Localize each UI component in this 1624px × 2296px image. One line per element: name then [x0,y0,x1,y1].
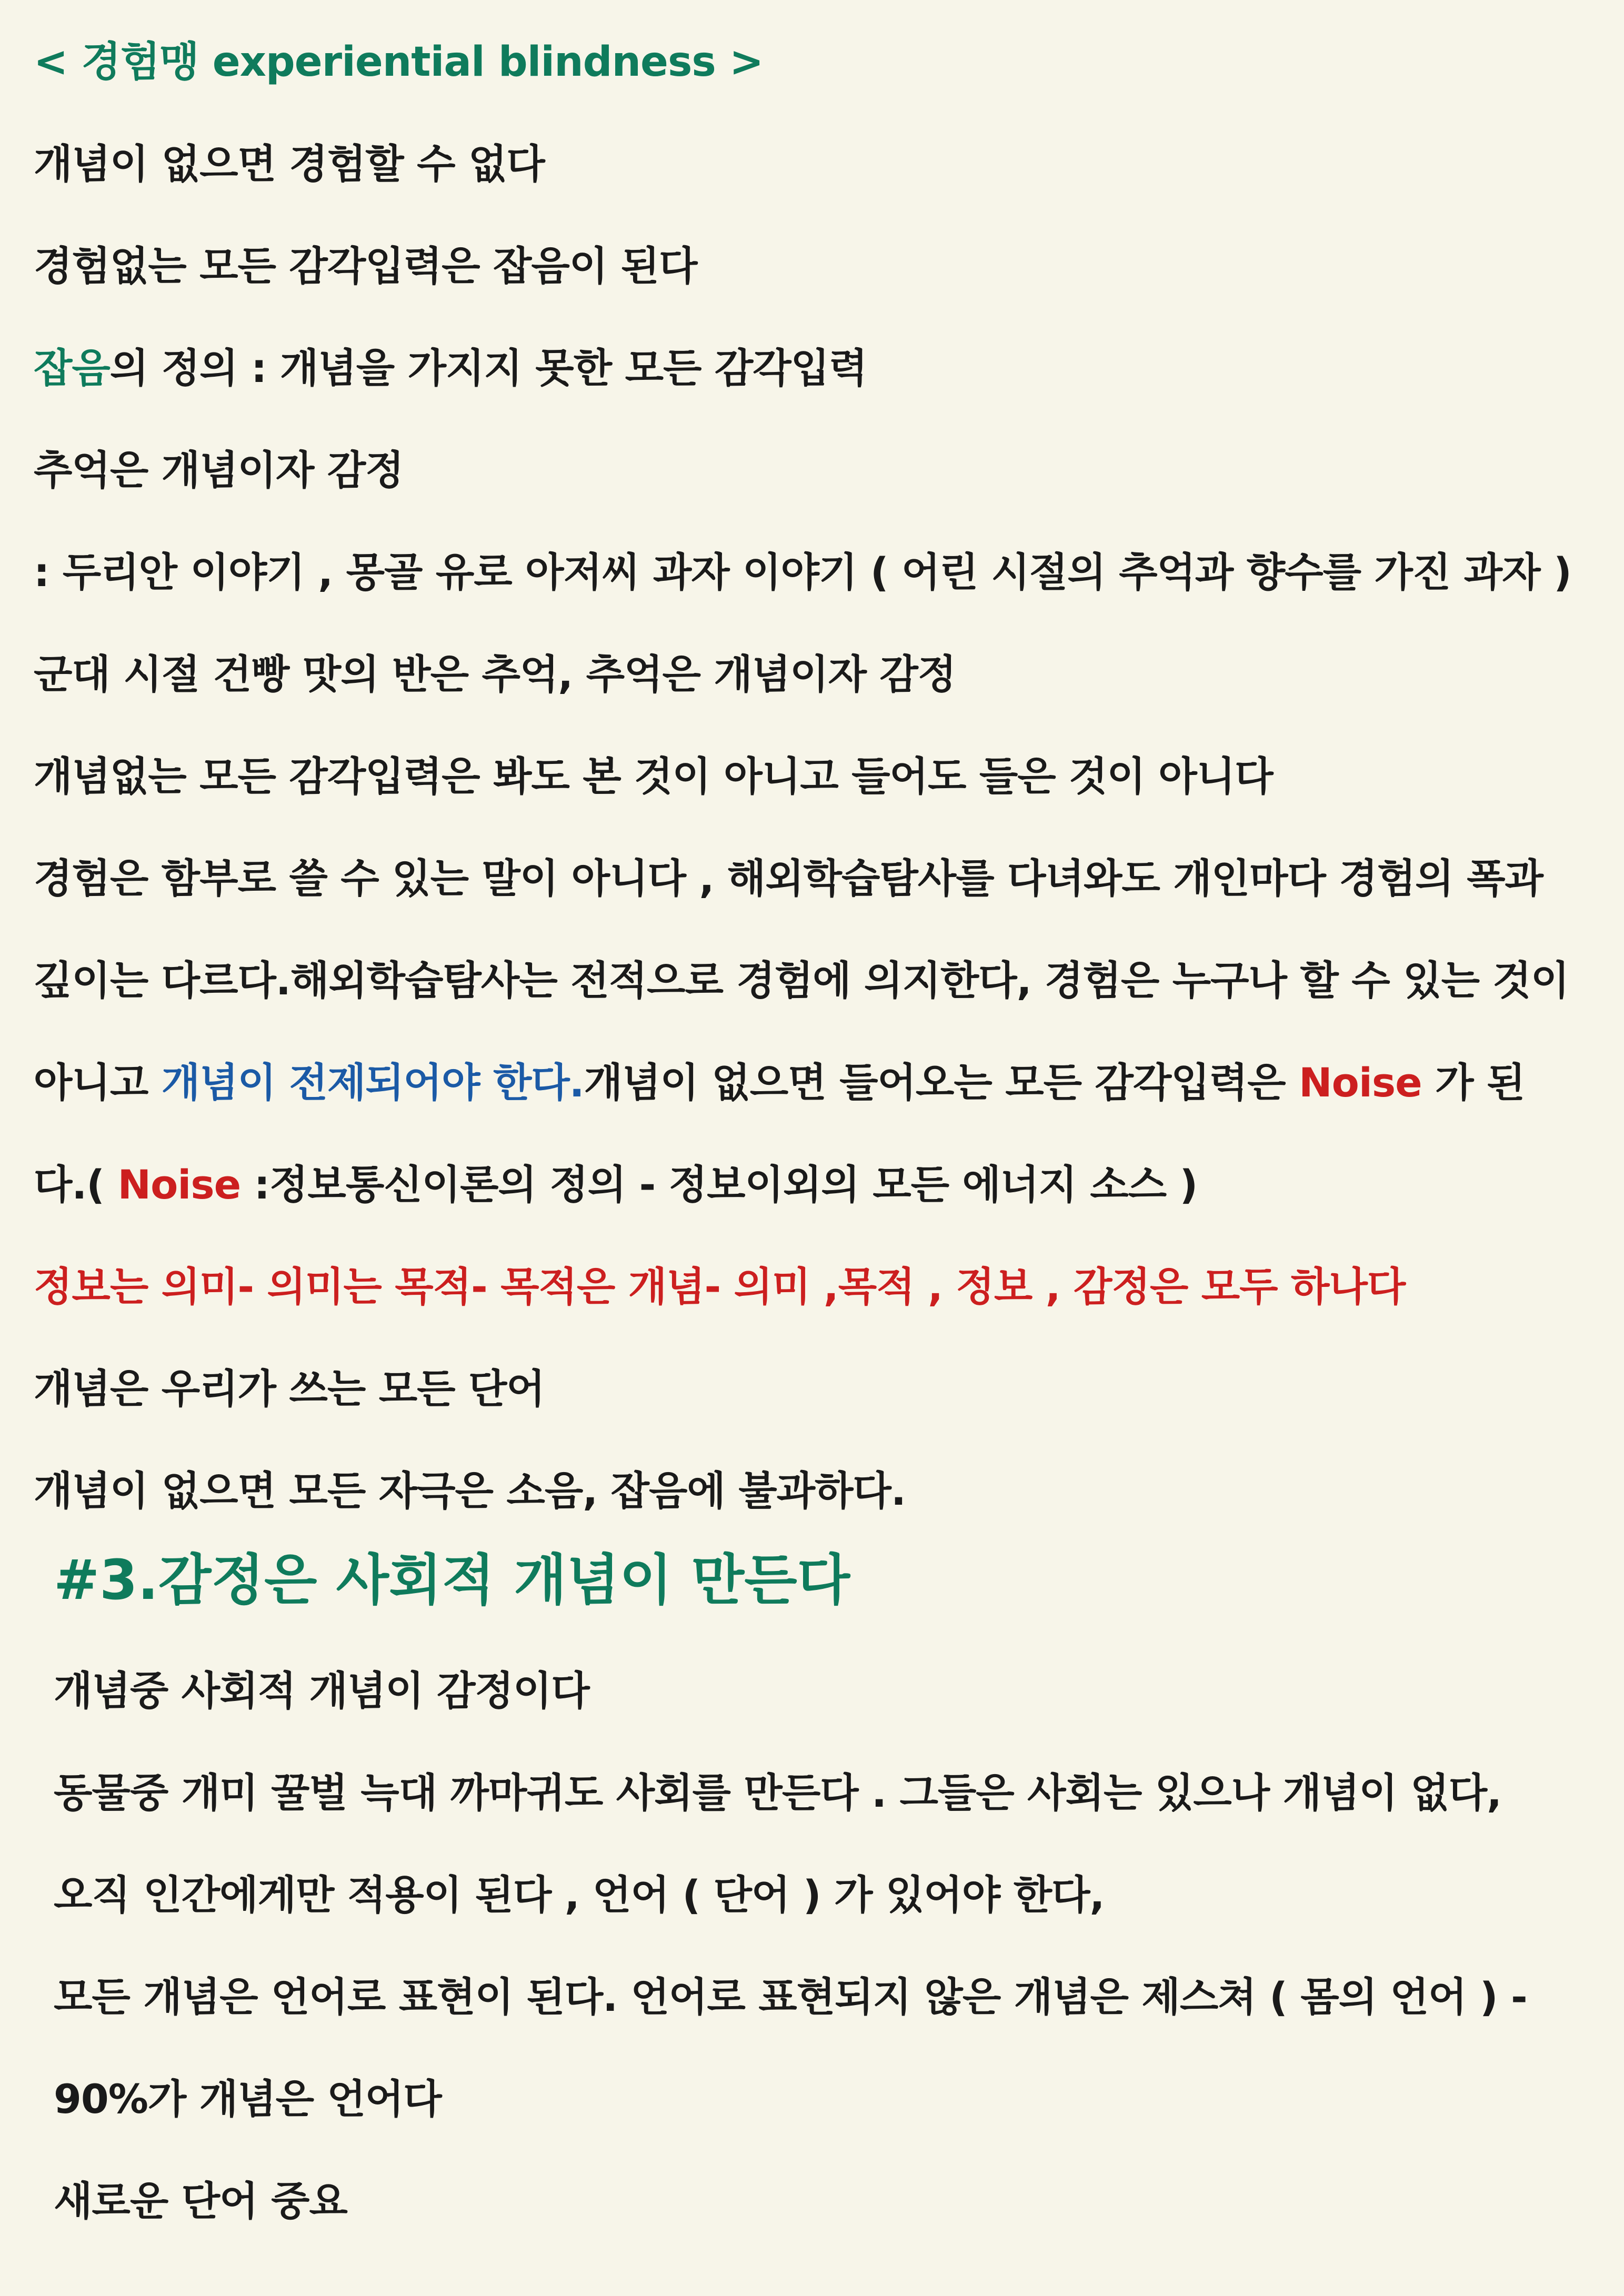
highlighted-term: 잡음 [34,345,110,391]
text-line: 90%가 개념은 언어다 [54,2076,442,2122]
text-line: : 두리안 이야기 , 몽골 유로 아저씨 과자 이야기 ( 어린 시절의 추억과 향수를 가진 과자 ) [34,549,1571,596]
text-line: 경험은 함부로 쓸 수 있는 말이 아니다 , 해외학습탐사를 다녀와도 개인마다 경험의 폭과 [34,855,1543,902]
text-line: 깊이는 다르다.해외학습탐사는 전적으로 경험에 의지한다, 경험은 누구나 할 수 있는 것이 [34,957,1569,1004]
text-line: 동물중 개미 꿀벌 늑대 까마귀도 사회를 만든다 . 그들은 사회는 있으나 개념이 없다, [54,1769,1501,1816]
text-segment: 개념이 없으면 들어오는 모든 감각입력은 [584,1059,1299,1106]
text-line: 모든 개념은 언어로 표현이 된다. 언어로 표현되지 않은 개념은 제스쳐 ( 몸의 언어 ) - [54,1973,1527,2020]
text-line: 군대 시절 건빵 맛의 반은 추억, 추억은 개념이자 감정 [34,651,956,698]
text-line [34,343,867,394]
noise-term: Noise [117,1161,241,1208]
emphasis-line: 정보는 의미- 의미는 목적- 목적은 개념- 의미 ,목적 , 정보 , 감정은 모두 하나다 [34,1263,1406,1310]
noise-term: Noise [1299,1059,1422,1106]
text-line: 개념없는 모든 감각입력은 봐도 본 것이 아니고 들어도 들은 것이 아니다 [34,753,1273,800]
text-line: 개념이 없으면 모든 자극은 소음, 잡음에 불과하다. [34,1467,906,1514]
text-segment: 다.( [34,1161,118,1208]
section-title: < 경험맹 experiential blindness > [34,38,764,86]
section-heading: #3.감정은 사회적 개념이 만든다 [54,1548,850,1612]
text-line: 추억은 개념이자 감정 [34,447,404,494]
text-line: 개념이 없으면 경험할 수 없다 [34,140,545,187]
text-line: 경험없는 모든 감각입력은 잡음이 된다 [34,243,697,289]
text-line [34,1160,1197,1210]
text-line [34,1058,1525,1108]
text-line: 오직 인간에게만 적용이 된다 , 언어 ( 단어 ) 가 있어야 한다, [54,1871,1105,1918]
text-segment: :정보통신이론의 정의 - 정보이외의 모든 에너지 소스 ) [240,1161,1198,1208]
text-line: 개념중 사회적 개념이 감정이다 [54,1667,589,1714]
text-segment: 가 된 [1421,1059,1525,1106]
text-line: 새로운 단어 중요 [54,2178,347,2224]
text-line: 개념은 우리가 쓰는 모든 단어 [34,1365,545,1412]
text-segment: 아니고 [34,1059,162,1106]
text-segment: 의 정의 : 개념을 가지지 못한 모든 감각입력 [109,345,867,391]
highlighted-phrase: 개념이 전제되어야 한다. [161,1059,584,1106]
